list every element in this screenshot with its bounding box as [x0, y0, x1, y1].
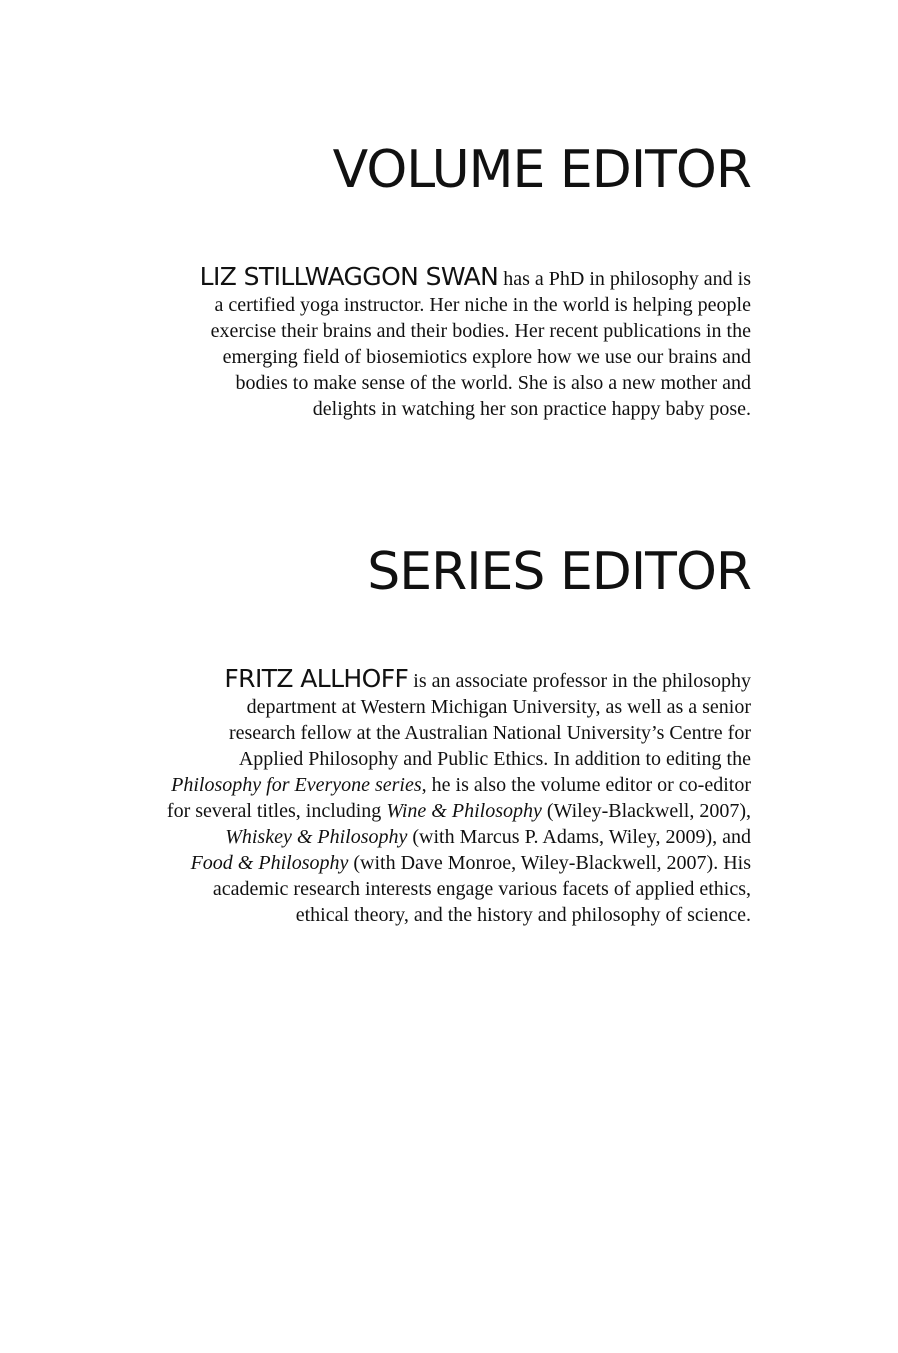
bio-text: (with Dave Monroe, Wiley-Blackwell, 2007). His [348, 852, 751, 874]
bio-line [200, 264, 751, 292]
bio-line: Applied Philosophy and Public Ethics. In addition to editing the [238, 748, 751, 770]
bio-text: , he is also the volume editor or co-editor [421, 774, 751, 796]
bio-line: delights in watching her son practice happy baby pose. [312, 398, 751, 420]
bio-line: academic research interests engage various facets of applied ethics, [212, 878, 751, 900]
bio-line [167, 824, 751, 850]
series-editor-name: FRITZ ALLHOFF [224, 664, 409, 693]
volume-editor-heading: VOLUME EDITOR [332, 140, 751, 200]
book-series-title: Philosophy for Everyone series [171, 774, 422, 796]
bio-text: (with Marcus P. Adams, Wiley, 2009), and [407, 826, 751, 848]
bio-text: has a PhD in philosophy and is [498, 268, 751, 290]
bio-line [167, 666, 751, 694]
bio-line: bodies to make sense of the world. She is also a new mother and [235, 372, 751, 394]
bio-line [167, 772, 751, 798]
bio-line: department at Western Michigan University, as well as a senior [246, 696, 751, 718]
book-title: Whiskey & Philosophy [225, 826, 408, 848]
bio-line: emerging field of biosemiotics explore how we use our brains and [222, 346, 751, 368]
volume-editor-bio [200, 264, 751, 422]
series-editor-heading: SERIES EDITOR [367, 542, 751, 602]
bio-line [167, 850, 751, 876]
bio-line: research fellow at the Australian National University’s Centre for [228, 722, 751, 744]
book-title: Wine & Philosophy [386, 800, 542, 822]
bio-text: (Wiley-Blackwell, 2007), [541, 800, 751, 822]
volume-editor-name: LIZ STILLWAGGON SWAN [199, 262, 499, 291]
bio-line: exercise their brains and their bodies. Her recent publications in the [210, 320, 751, 342]
bio-line: ethical theory, and the history and philosophy of science. [295, 904, 751, 926]
bio-text: for several titles, including [166, 800, 387, 822]
series-editor-bio [167, 666, 751, 928]
bio-line [167, 798, 751, 824]
bio-line: a certified yoga instructor. Her niche in the world is helping people [214, 294, 751, 316]
bio-text: is an associate professor in the philosophy [408, 670, 751, 692]
book-title: Food & Philosophy [190, 852, 349, 874]
